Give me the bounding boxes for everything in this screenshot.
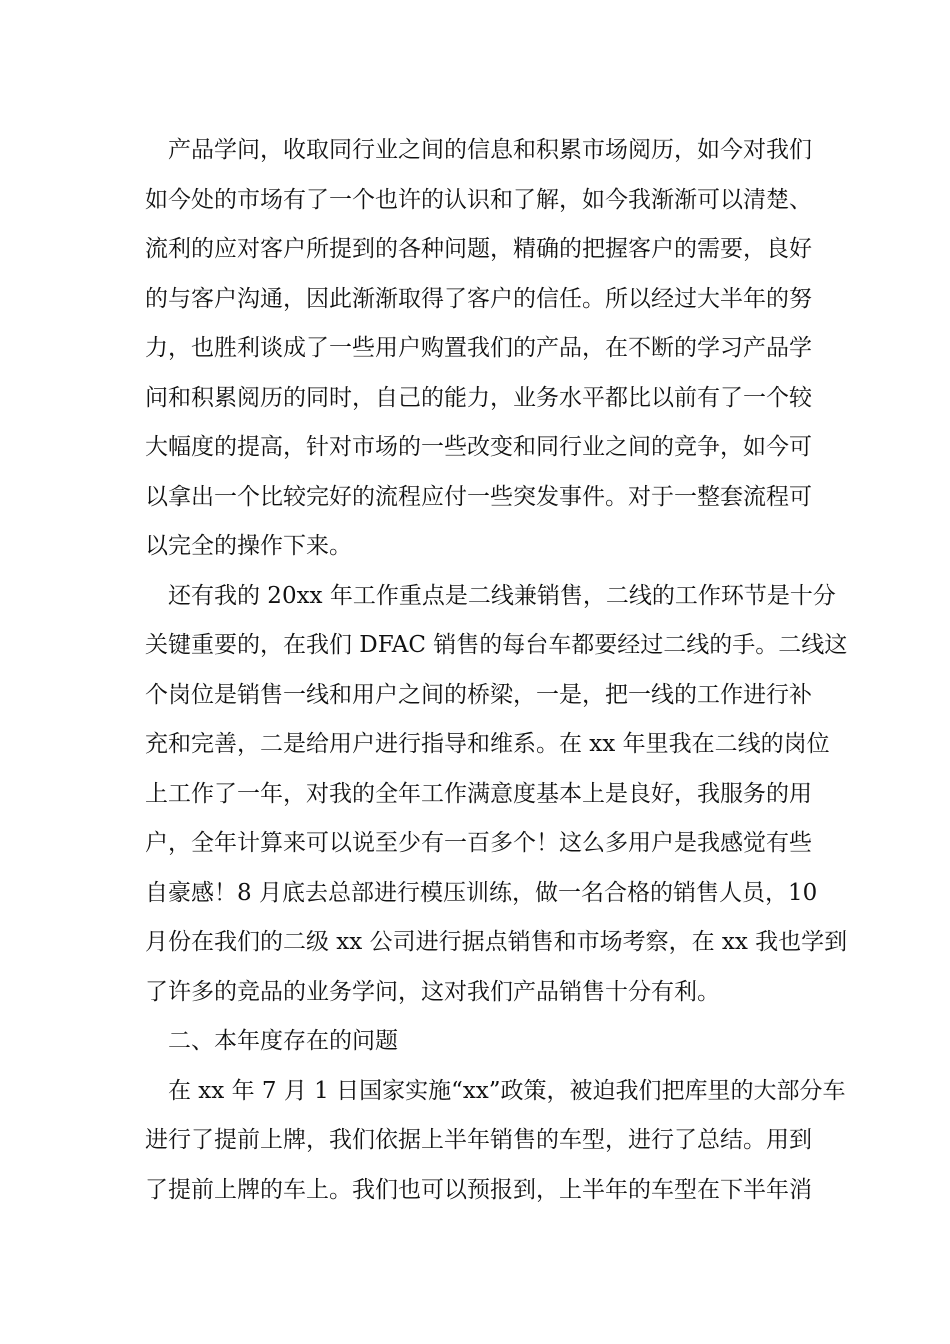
paragraph-3	[145, 1067, 846, 1216]
text-line: 上工作了一年，对我的全年工作满意度基本上是良好，我服务的用	[145, 780, 812, 807]
text-line: 了许多的竞品的业务学问，这对我们产品销售十分有利。	[145, 978, 720, 1005]
text-line: 月份在我们的二级 xx 公司进行据点销售和市场考察，在 xx 我也学到	[145, 929, 848, 955]
text-line: 产品学问，收取同行业之间的信息和积累市场阅历，如今对我们	[168, 137, 812, 163]
section-heading	[145, 1017, 807, 1067]
text-line: 进行了提前上牌，我们依据上半年销售的车型，进行了总结。用到	[145, 1127, 812, 1153]
document-body	[145, 126, 848, 1215]
text-line: 关键重要的，在我们 DFAC 销售的每台车都要经过二线的手。二线这	[145, 632, 848, 658]
text-line: 问和积累阅历的同时，自己的能力，业务水平都比以前有了一个较	[145, 384, 812, 411]
section-heading-text: 二、本年度存在的问题	[168, 1028, 398, 1054]
text-line: 个岗位是销售一线和用户之间的桥梁，一是，把一线的工作进行补	[145, 681, 812, 708]
text-line: 如今处的市场有了一个也许的认识和了解，如今我渐渐可以清楚、	[145, 186, 812, 213]
text-line: 大幅度的提高，针对市场的一些改变和同行业之间的竞争，如今可	[145, 434, 812, 460]
text-line: 的与客户沟通，因此渐渐取得了客户的信任。所以经过大半年的努	[145, 285, 812, 312]
text-line: 力，也胜利谈成了一些用户购置我们的产品，在不断的学习产品学	[145, 335, 812, 361]
text-line: 以完全的操作下来。	[145, 533, 352, 559]
paragraph-2	[145, 572, 848, 1018]
text-line: 充和完善，二是给用户进行指导和维系。在 xx 年里我在二线的岗位	[145, 731, 830, 757]
text-line: 户，全年计算来可以说至少有一百多个！这么多用户是我感觉有些	[145, 830, 812, 856]
paragraph-1	[145, 126, 812, 572]
text-line: 自豪感！8 月底去总部进行模压训练，做一名合格的销售人员，10	[145, 879, 818, 906]
text-line: 还有我的 20xx 年工作重点是二线兼销售，二线的工作环节是十分	[168, 582, 836, 609]
text-line: 在 xx 年 7 月 1 日国家实施“xx”政策，被迫我们把库里的大部分车	[168, 1077, 846, 1104]
text-line: 流利的应对客户所提到的各种问题，精确的把握客户的需要，良好	[145, 236, 812, 262]
text-line: 了提前上牌的车上。我们也可以预报到，上半年的车型在下半年消	[145, 1176, 812, 1203]
text-line: 以拿出一个比较完好的流程应付一些突发事件。对于一整套流程可	[145, 483, 812, 510]
